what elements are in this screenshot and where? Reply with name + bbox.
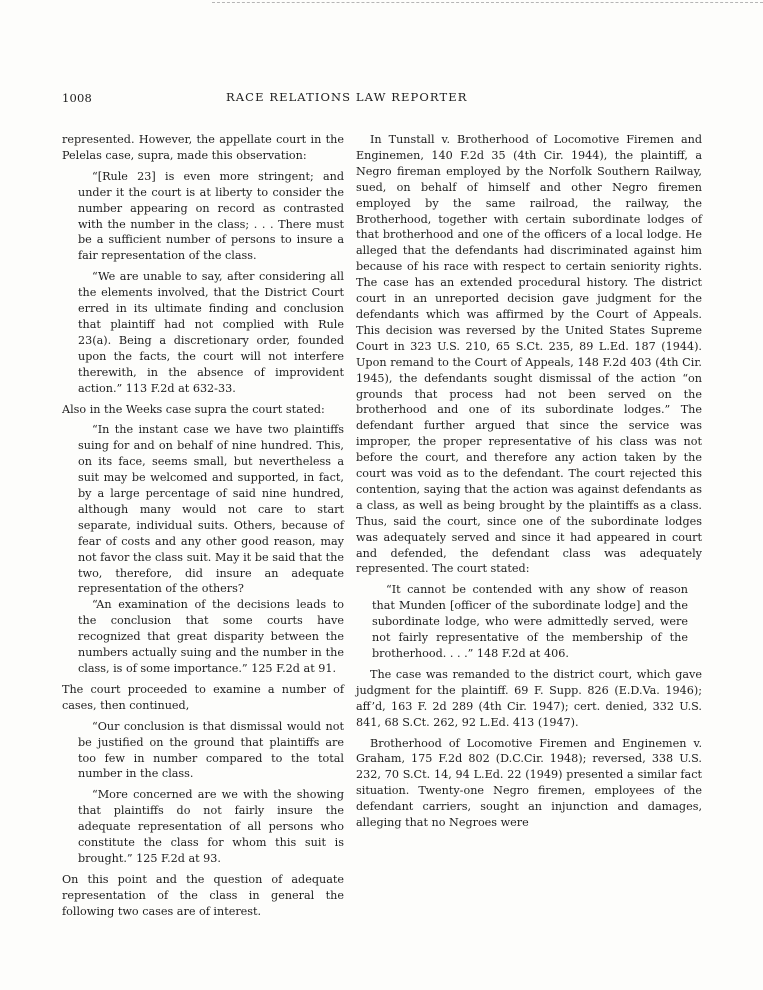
paragraph: In Tunstall v. Brotherhood of Locomotive Firemen and Enginemen, 140 F.2d 35 (4th Cir. 1944), the plaintiff, a Negro fireman employed by the Norfolk Southern Railway, sued, on behalf of himself and other Negro firemen employed by the same railroad, the railway, the Brotherhood, together with certain subordinate lodges of that brotherhood and one of the officers of a local lodge. He alleged that the defendants had discriminated against him because of his race with respect to certain seniority rights. The case has an extended procedural history. The district court in an unreported decision gave judgment for the defendants which was affirmed by the Court of Appeals. This decision was reversed by the United States Supreme Court in 323 U.S. 210, 65 S.Ct. 235, 89 L.Ed. 187 (1944). Upon remand to the Court of Appeals, 148 F.2d 403 (4th Cir. 1945), the defendants sought dismissal of the action “on grounds that process had not been served on the brotherhood and one of its subordinate lodges.” The defendant further argued that since the service was improper, the proper representative of his class was not before the court, and therefore any action taken by the court was void as to the defendant. The court rejected this contention, saying that the action was against defendants as a class, as well as being brought by the plaintiffs as a class. Thus, said the court, since one of the subordinate lodges was adequately served and since it had appeared in court and defended, the defendant class was adequately represented. The court stated: (356, 133, 702, 576)
block-quote: “More concerned are we with the showing that plaintiffs do not fairly insure the adequate representation of all persons who constitute the class for whom this suit is brought.” 125 F.2d at 93. (78, 788, 344, 865)
paragraph: On this point and the question of adequate representation of the class in general the following two cases are of interest. (62, 872, 344, 918)
paragraph: Brotherhood of Locomotive Firemen and Enginemen v. Graham, 175 F.2d 802 (D.C.Cir. 1948); reversed, 338 U.S. 232, 70 S.Ct. 14, 94 L.Ed. 22 (1949) presented a similar fact situation. Twenty-one Negro firemen, employees of the defendant carriers, sought an injunction and damages, alleging that no Negroes were (356, 736, 702, 830)
block-quote: “[Rule 23] is even more stringent; and under it the court is at liberty to consider the number appearing on record as contrasted with the number in the class; . . . There must be a sufficient number of persons to insure a fair representation of the class. (78, 169, 344, 263)
block-quote: “An examination of the decisions leads to the conclusion that some courts have recognized that great disparity between the numbers actually suing and the number in the class, is of some importance.” 125 F.2d at 91. (78, 598, 344, 675)
left-text-column (62, 132, 344, 920)
block-quote: “Our conclusion is that dismissal would not be justified on the ground that plaintiffs are too few in number compared to the total number in the class. (78, 719, 344, 781)
page-number: 1008 (62, 91, 93, 105)
running-header-title: RACE RELATIONS LAW REPORTER (226, 90, 468, 104)
block-quote: “We are unable to say, after considering all the elements involved, that the District Court erred in its ultimate finding and conclusion that plaintiff had not complied with Rule 23(a). Being a discretionary order, founded upon the facts, the court will not interfere therewith, in the absence of improvident action.” 113 F.2d at 632-33. (78, 270, 344, 395)
paragraph: represented. However, the appellate court in the Pelelas case, supra, made this observation: (62, 133, 344, 162)
paragraph: Also in the Weeks case supra the court stated: (62, 402, 325, 416)
scan-edge-line (212, 2, 763, 3)
paragraph: The case was remanded to the district court, which gave judgment for the plaintiff. 69 F. Supp. 826 (E.D.Va. 1946); aff’d, 163 F. 2d 289 (4th Cir. 1947); cert. denied, 332 U.S. 841, 68 S.Ct. 262, 92 L.Ed. 413 (1947). (356, 667, 702, 729)
block-quote: “It cannot be contended with any show of reason that Munden [officer of the subordinate lodge] and the subordinate lodge, who were admittedly served, were not fairly representative of the membership of the brotherhood. . . .” 148 F.2d at 406. (372, 583, 688, 660)
right-text-column (356, 132, 702, 831)
paragraph: The court proceeded to examine a number of cases, then continued, (62, 682, 344, 712)
block-quote: “In the instant case we have two plaintiffs suing for and on behalf of nine hundred. This, on its face, seems small, but nevertheless a suit may be welcomed and supported, in fact, by a large percentage of said nine hundred, although many would not care to start separate, individual suits. Others, because of fear of costs and any other good reason, may not favor the class suit. May it be said that the two, therefore, did insure an adequate representation of the others? (78, 423, 344, 596)
